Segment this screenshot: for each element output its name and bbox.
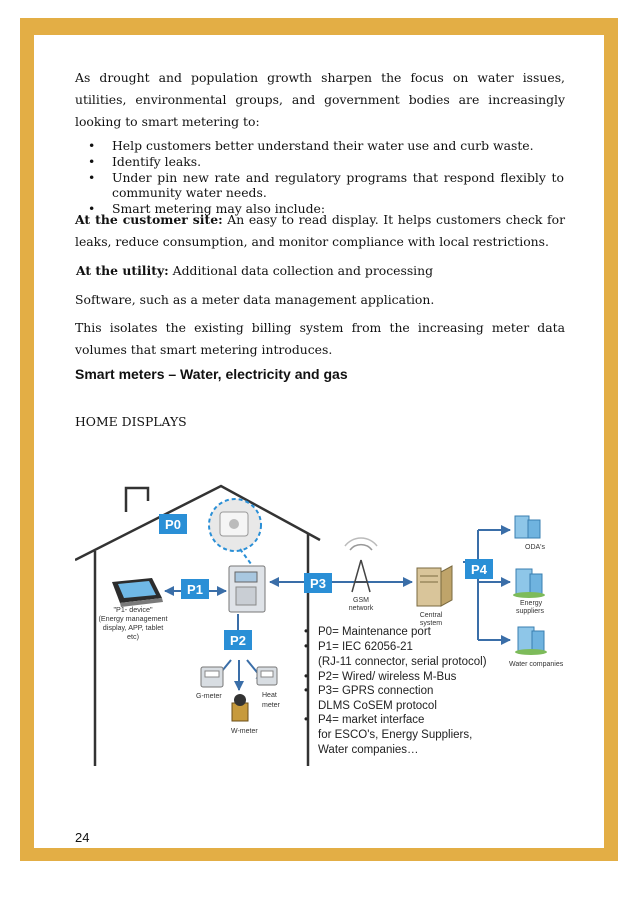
port-p4-label: P4 [471,562,487,577]
port-p3-badge [304,573,332,593]
bullet-text: Under pin new rate and regulatory programs that respond flexibly to community water needs. [112,170,564,200]
page-number: 24 [75,830,90,845]
utility-paragraph [76,260,566,282]
bullet-marker: • [88,138,96,153]
section-heading: Smart meters – Water, electricity and gas [75,366,348,382]
energy-supplier-building-icon [513,569,545,598]
smart-metering-diagram [75,478,575,768]
p1-device-caption-line4: etc) [127,632,139,641]
legend-item: P3= GPRS connection [318,685,434,697]
gsm-tower-icon [345,538,377,592]
customer-site-text: An easy to read display. It helps customers check for leaks, reduce consumption, and monitor compliance with local restrictions. [75,212,565,249]
water-companies-label: Water companies [509,661,564,668]
bullet-marker: • [88,201,96,216]
intro-paragraph: As drought and population growth sharpen the focus on water issues, utilities, environmental groups, and government bodies are increasingly looking to smart metering to: [75,70,565,129]
gsm-label-line2: network [348,605,374,612]
electricity-meter-icon [229,566,265,612]
p1-device-icon [112,578,163,607]
legend-item: P4= market interface [318,714,425,726]
w-meter-label: W-meter [231,728,258,735]
bullet-text: Help customers better understand their water use and curb waste. [112,138,534,153]
customer-site-label: At the customer site: [75,212,223,227]
heat-meter-icon [257,667,277,685]
energy-suppliers-line2: suppliers [516,608,545,615]
bullet-text: Smart metering may also include: [112,201,326,216]
oda-building-icon [515,516,540,538]
p1-device-caption-line3: display, APP, tablet [102,623,164,632]
water-meter-icon [232,694,248,721]
utility-label: At the utility: [76,263,169,278]
legend-bullet: • [304,626,309,638]
p1-device-caption-line1: "P1- device" [113,605,153,614]
port-p2-label: P2 [230,633,246,648]
port-p2-badge [224,630,252,650]
bullet-marker: • [88,170,96,185]
energy-suppliers-line1: Energy [520,600,543,607]
water-company-building-icon [515,627,547,655]
bullet-text: Identify leaks. [112,154,202,169]
legend-item: for ESCO's, Energy Suppliers, [318,729,473,741]
legend-bullet: • [304,714,309,726]
legend-item: P1= IEC 62056-21 [318,641,413,653]
home-displays-label: HOME DISPLAYS [75,414,187,429]
gsm-label-line1: GSM [353,597,369,604]
port-p0-badge [159,514,187,534]
central-label-line1: Central [419,612,443,619]
central-server-icon [417,566,452,606]
heat-meter-label-line2: meter [262,702,280,709]
legend-bullet: • [304,685,309,697]
legend-item: P2= Wired/ wireless M-Bus [318,671,457,683]
gas-meter-icon [201,667,223,687]
legend-item: Water companies… [318,744,419,756]
legend-bullet: • [304,671,309,683]
legend-item: P0= Maintenance port [318,626,431,638]
port-p0-label: P0 [165,517,181,532]
legend-item: DLMS CoSEM protocol [318,700,437,712]
port-p4-badge [465,559,493,579]
port-p1-badge [181,579,209,599]
bullet-marker: • [88,154,96,169]
central-label-line2: system [419,620,443,627]
maintenance-port-inset [209,499,261,568]
p1-device-caption-line2: (Energy management [98,614,168,623]
utility-text: Additional data collection and processing [168,263,434,278]
diagram-legend [304,626,487,756]
heat-meter-label-line1: Heat [262,692,277,699]
port-p1-label: P1 [187,582,203,597]
isolates-paragraph: This isolates the existing billing system from the increasing meter data volumes that smart metering introduces. [75,320,565,357]
software-line: Software, such as a meter data management application. [75,292,435,307]
legend-bullet: • [304,641,309,653]
port-p3-label: P3 [310,576,326,591]
legend-item: (RJ-11 connector, serial protocol) [318,656,487,668]
g-meter-label: G-meter [196,693,222,700]
customer-site-paragraph [75,209,565,253]
odas-label: ODA's [525,544,546,551]
